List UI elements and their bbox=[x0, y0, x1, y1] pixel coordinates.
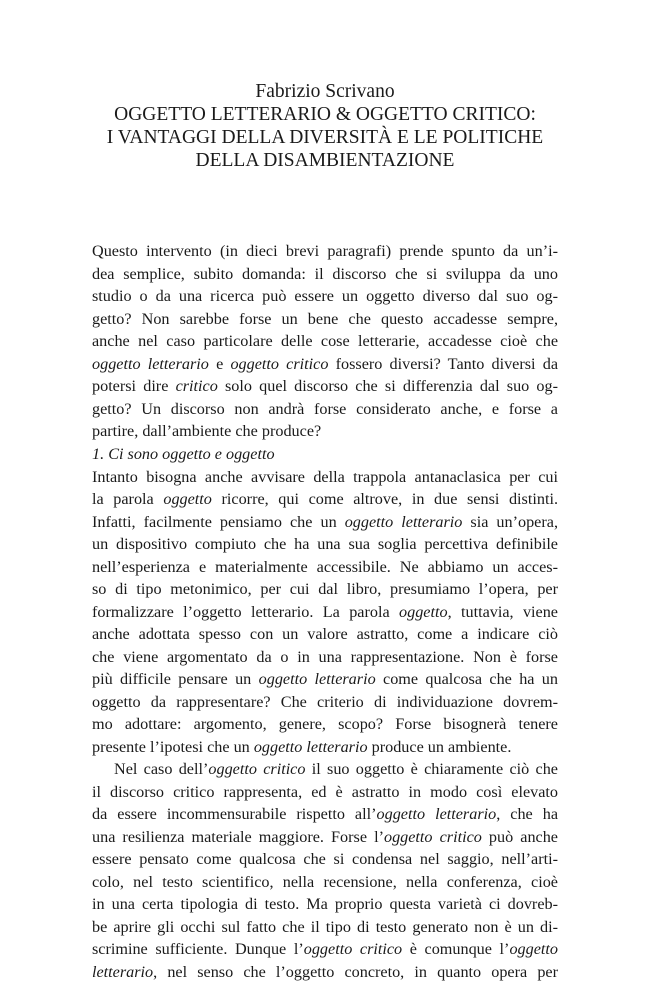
italic-term: oggetto critico bbox=[208, 760, 305, 778]
text-line bbox=[92, 691, 558, 714]
article-header bbox=[0, 80, 650, 172]
text-run: è comunque l’ bbox=[402, 940, 509, 958]
text-run: partire, dall’ambiente che produce? bbox=[92, 422, 321, 440]
text-line bbox=[92, 330, 558, 353]
text-run: Nel caso dell’ bbox=[114, 760, 208, 778]
text-run: studio o da una ricerca può essere un oggetto diverso dal suo og- bbox=[92, 287, 558, 305]
section-heading: 1. Ci sono oggetto e oggetto bbox=[92, 443, 558, 466]
italic-term: oggetto bbox=[163, 490, 212, 508]
italic-term: oggetto letterario bbox=[377, 805, 497, 823]
text-run: colo, nel testo scientifico, nella recensione, nella conferenza, cioè bbox=[92, 873, 558, 891]
text-run: solo quel discorso che si differenzia dal suo og- bbox=[218, 377, 558, 395]
italic-term: oggetto letterario bbox=[259, 670, 376, 688]
text-run: anche nel caso particolare delle cose letterarie, accadesse cioè che bbox=[92, 332, 558, 350]
text-line bbox=[92, 848, 558, 871]
text-line bbox=[92, 601, 558, 624]
text-run: come qualcosa che ha un bbox=[376, 670, 558, 688]
text-run: mo adottare: argomento, genere, scopo? Forse bisognerà tenere bbox=[92, 715, 558, 733]
text-run: più difficile pensare un bbox=[92, 670, 259, 688]
text-run: il discorso critico rappresenta, ed è astratto in modo così elevato bbox=[92, 783, 558, 801]
italic-term: letterario bbox=[92, 963, 153, 981]
text-run: che viene argomentato da o in una rappresentazione. Non è forse bbox=[92, 648, 558, 666]
text-line bbox=[92, 240, 558, 263]
title-line-1: OGGETTO LETTERARIO & OGGETTO CRITICO: bbox=[0, 103, 650, 126]
text-run: potersi dire bbox=[92, 377, 176, 395]
text-run: produce un ambiente. bbox=[368, 738, 512, 756]
text-run: formalizzare l’oggetto letterario. La parola bbox=[92, 603, 399, 621]
text-line bbox=[92, 263, 558, 286]
text-line bbox=[92, 398, 558, 421]
text-line bbox=[92, 308, 558, 331]
section-1-paragraph-1 bbox=[92, 466, 558, 759]
text-run: Questo intervento (in dieci brevi paragrafi) prende spunto da un’i- bbox=[92, 242, 558, 260]
text-run: un dispositivo compiuto che ha una sua soglia percettiva definibile bbox=[92, 535, 558, 553]
text-run: Intanto bisogna anche avvisare della trappola antanaclasica per cui bbox=[92, 468, 558, 486]
text-line bbox=[92, 466, 558, 489]
text-run: il suo oggetto è chiaramente ciò che bbox=[305, 760, 558, 778]
text-line bbox=[92, 375, 558, 398]
text-run: , nel senso che l’oggetto concreto, in quanto opera per bbox=[153, 963, 558, 981]
italic-term: oggetto critico bbox=[230, 355, 328, 373]
text-run: so di tipo metonimico, per cui dal libro, presumiamo l’opera, per bbox=[92, 580, 558, 598]
italic-term: oggetto bbox=[399, 603, 448, 621]
text-run: Infatti, facilmente pensiamo che un bbox=[92, 513, 345, 531]
text-line bbox=[92, 285, 558, 308]
text-line bbox=[92, 803, 558, 826]
text-line bbox=[92, 893, 558, 916]
text-run: dea semplice, subito domanda: il discorso che si sviluppa da uno bbox=[92, 265, 558, 283]
text-line bbox=[92, 758, 558, 781]
text-line bbox=[92, 511, 558, 534]
italic-term: oggetto critico bbox=[384, 828, 482, 846]
text-run: scrimine sufficiente. Dunque l’ bbox=[92, 940, 304, 958]
text-line bbox=[92, 623, 558, 646]
italic-term: critico bbox=[176, 377, 218, 395]
text-line bbox=[92, 668, 558, 691]
text-run: be aprire gli occhi sul fatto che il tipo di testo generato non è un di- bbox=[92, 918, 558, 936]
text-line bbox=[92, 938, 558, 961]
author-name: Fabrizio Scrivano bbox=[0, 80, 650, 103]
italic-term: oggetto critico bbox=[304, 940, 402, 958]
section-1-paragraph-2 bbox=[92, 758, 558, 983]
text-line bbox=[92, 713, 558, 736]
text-line bbox=[92, 578, 558, 601]
text-run: nell’esperienza e materialmente accessibile. Ne abbiamo un acces- bbox=[92, 558, 558, 576]
text-run: anche adottata spesso con un valore astratto, come a indicare ciò bbox=[92, 625, 558, 643]
italic-term: oggetto letterario bbox=[92, 355, 209, 373]
text-line bbox=[92, 781, 558, 804]
text-run: ricorre, qui come altrove, in due sensi distinti. bbox=[212, 490, 558, 508]
text-line bbox=[92, 961, 558, 983]
text-run: la parola bbox=[92, 490, 163, 508]
section-1 bbox=[92, 443, 558, 983]
intro-paragraph bbox=[92, 240, 558, 443]
text-line bbox=[92, 826, 558, 849]
text-run: presente l’ipotesi che un bbox=[92, 738, 254, 756]
text-run: , che ha bbox=[496, 805, 558, 823]
text-run: una resilienza materiale maggiore. Forse l’ bbox=[92, 828, 384, 846]
text-line bbox=[92, 646, 558, 669]
text-line bbox=[92, 420, 558, 443]
text-line bbox=[92, 353, 558, 376]
text-line bbox=[92, 533, 558, 556]
text-line bbox=[92, 556, 558, 579]
text-line bbox=[92, 871, 558, 894]
italic-term: oggetto letterario bbox=[254, 738, 368, 756]
text-run: oggetto da rappresentare? Che criterio di individuazione dovrem- bbox=[92, 693, 558, 711]
text-run: , tuttavia, viene bbox=[448, 603, 558, 621]
italic-term: oggetto letterario bbox=[345, 513, 463, 531]
text-run: da essere incommensurabile rispetto all’ bbox=[92, 805, 377, 823]
text-run: sia un’opera, bbox=[462, 513, 558, 531]
text-run: fossero diversi? Tanto diversi da bbox=[328, 355, 558, 373]
text-run: essere pensato come qualcosa che si condensa nel saggio, nell’arti- bbox=[92, 850, 558, 868]
text-line bbox=[92, 488, 558, 511]
text-run: getto? Un discorso non andrà forse considerato anche, e forse a bbox=[92, 400, 558, 418]
text-run: e bbox=[209, 355, 231, 373]
text-run: in una certa tipologia di testo. Ma proprio questa varietà ci dovreb- bbox=[92, 895, 558, 913]
italic-term: oggetto bbox=[509, 940, 558, 958]
text-run: può anche bbox=[482, 828, 558, 846]
text-line bbox=[92, 916, 558, 939]
title-line-2: I VANTAGGI DELLA DIVERSITÀ E LE POLITICHE bbox=[0, 126, 650, 149]
title-line-3: DELLA DISAMBIENTAZIONE bbox=[0, 149, 650, 172]
text-run: getto? Non sarebbe forse un bene che questo accadesse sempre, bbox=[92, 310, 558, 328]
text-line bbox=[92, 736, 558, 759]
